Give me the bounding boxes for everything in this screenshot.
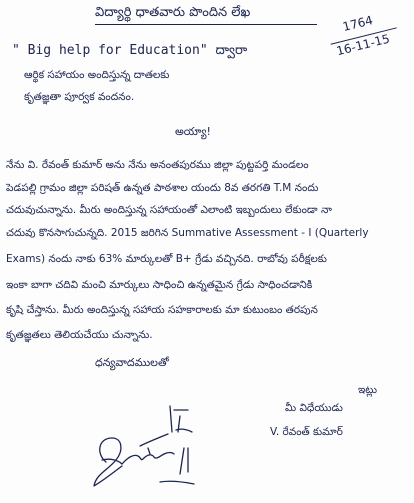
signature-line-1: మీ విధేయుడు [285,402,343,414]
reference-block [326,8,406,66]
signature-line-2: V. రేవంత్ కుమార్ [270,426,343,438]
body-line: కృషి చేస్తాను. మీరు అందిస్తున్న సహాయ సహకారాలకు మా కుటుంబం తరపున [6,304,318,316]
body-line: నేను వి. రేవంత్ కుమార్ అను నేను అనంతపురము జిల్లా పుట్టపర్తి మండలం [6,159,309,171]
body-line: పెడపల్లి గ్రామం జిల్లా పరిషత్ ఉన్నత పాఠశాల యందు 8వ తరగతి T.M నందు [6,182,319,194]
title-underline [95,24,317,25]
reference-number: 1764 [341,13,375,35]
body-line: చదువు కొనసాగుచున్నది. 2015 జరిగిన Summative Assessment - I (Quarterly [6,227,369,239]
signature-label: ఇట్లు [358,384,377,396]
letter-title: విద్యార్థి ధాతవారు పొందిన లేఖ [95,5,251,20]
body-line: Exams) నందు నాకు 63% మార్కులతో B+ గ్రేడు వచ్చినది. రాబోవు పరీక్షలకు [6,253,327,265]
body-line: ఇంకా బాగా చదివి మంచి మార్కులు సాధించి ఉన్నతమైన గ్రేడు సాధించడానికి [6,279,313,291]
handwritten-signature-icon [88,402,198,492]
reference-date: 16-11-15 [334,31,392,59]
body-line: చదువుచున్నాను. మీరు అందిస్తున్న సహాయంతో ఎలాంటి ఇబ్బందులు లేకుండా నా [6,204,332,216]
address-line-2: ఆర్థిక సహాయం అందిస్తున్న దాతలకు [24,69,170,81]
body-line: కృతజ్ఞతలు తెలియచేయు చున్నాను. [6,329,153,341]
salutation: అయ్యా! [175,125,211,138]
closing-line: ధన్యవాదములతో [95,356,169,369]
address-line-3: కృతజ్ఞతా పూర్వక వందనం. [24,91,135,103]
address-line-1: " Big help for Education" ద్వారా [12,43,248,58]
